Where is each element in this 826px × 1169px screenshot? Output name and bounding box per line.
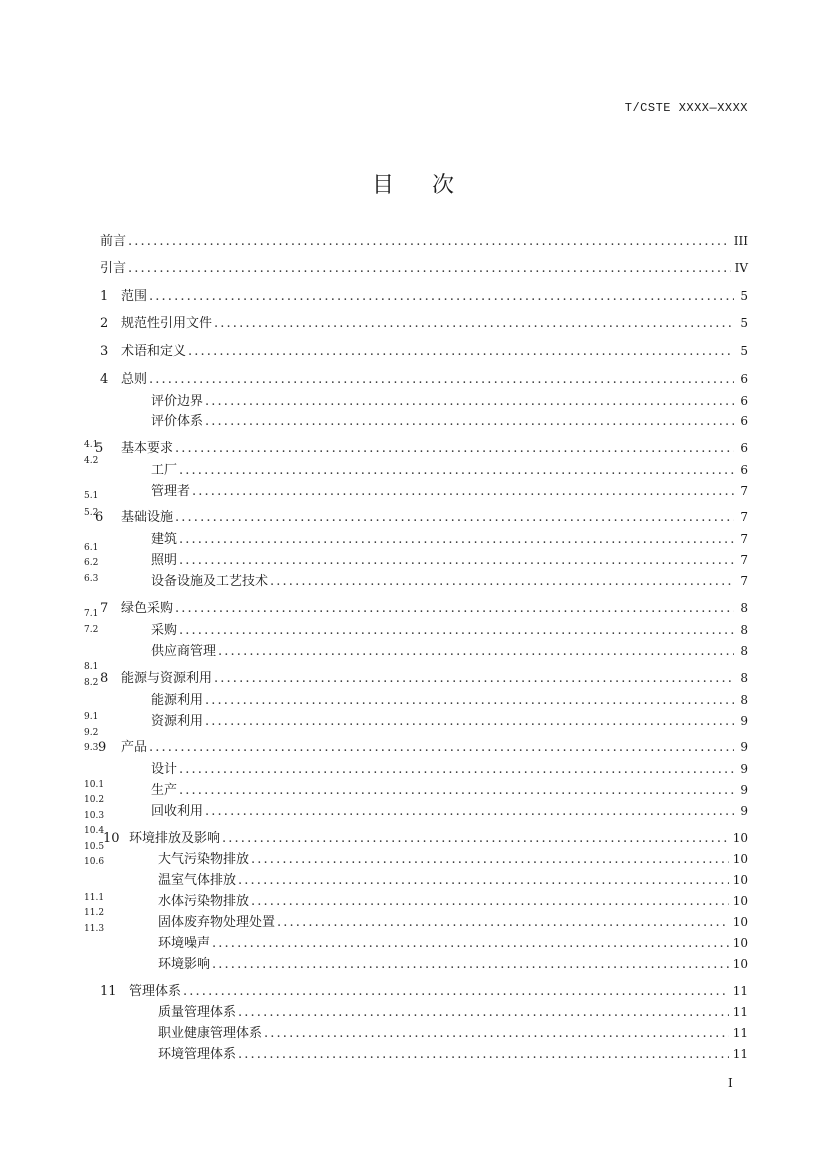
toc-leader-dots <box>277 915 729 930</box>
toc-entry-label: 供应商管理 <box>151 644 217 659</box>
toc-entry-page: 6 <box>740 441 748 455</box>
toc-entry-page: 7 <box>740 553 748 567</box>
toc-entry[interactable] <box>158 1001 748 1019</box>
toc-entry-label: 环境排放及影响 <box>129 831 221 846</box>
toc-entry-number: 6 <box>95 510 104 525</box>
toc-entry-page: 10 <box>732 936 748 950</box>
section-margin-label: 10.1 <box>84 780 105 790</box>
toc-entry-label: 大气污染物排放 <box>158 852 250 867</box>
section-margin-label: 8.1 <box>84 662 99 672</box>
toc-entry-label: 建筑 <box>151 532 178 547</box>
toc-leader-dots <box>238 1005 729 1020</box>
toc-entry-label: 照明 <box>151 553 178 568</box>
toc-entry-page: 9 <box>740 783 748 797</box>
section-margin-label: 10.6 <box>84 857 105 867</box>
toc-leader-dots <box>238 1047 729 1062</box>
toc-entry[interactable] <box>151 549 748 567</box>
toc-entry-page: IV <box>734 261 748 275</box>
section-margin-label: 6.3 <box>84 574 99 584</box>
toc-entry[interactable] <box>158 1022 748 1040</box>
toc-leader-dots <box>205 714 734 729</box>
toc-entry-label: 水体污染物排放 <box>158 894 250 909</box>
toc-entry-label: 绿色采购 <box>121 601 174 616</box>
toc-entry-page: 9 <box>740 714 748 728</box>
toc-leader-dots <box>149 289 734 304</box>
toc-entry[interactable] <box>151 410 748 428</box>
toc-leader-dots <box>179 623 734 638</box>
toc-leader-dots <box>264 1026 729 1041</box>
toc-entry[interactable] <box>158 911 748 929</box>
toc-entry[interactable] <box>151 640 748 658</box>
toc-leader-dots <box>222 831 729 846</box>
toc-entry[interactable] <box>100 368 748 386</box>
section-margin-label: 10.5 <box>84 842 105 852</box>
section-margin-label: 7.2 <box>84 625 99 635</box>
toc-leader-dots <box>205 414 734 429</box>
toc-entry-label: 能源与资源利用 <box>121 671 213 686</box>
toc-entry-page: 11 <box>732 1047 748 1061</box>
toc-entry-page: 5 <box>740 316 748 330</box>
section-margin-label: 5.2 <box>84 508 99 518</box>
toc-entry[interactable] <box>158 1043 748 1061</box>
section-margin-label: 5.1 <box>84 491 99 501</box>
toc-entry-page: 9 <box>740 740 748 754</box>
toc-entry-number: 7 <box>100 601 109 616</box>
toc-entry-label: 环境管理体系 <box>158 1047 237 1062</box>
toc-entry[interactable] <box>151 570 748 588</box>
toc-leader-dots <box>214 671 734 686</box>
toc-entry-number: 1 <box>100 289 109 304</box>
toc-entry-page: 8 <box>740 644 748 658</box>
toc-leader-dots <box>149 740 734 755</box>
toc-leader-dots <box>179 553 734 568</box>
toc-entry-page: 10 <box>732 873 748 887</box>
toc-leader-dots <box>188 344 734 359</box>
toc-entry[interactable] <box>158 848 748 866</box>
toc-entry-label: 环境噪声 <box>158 936 211 951</box>
toc-leader-dots <box>218 644 734 659</box>
toc-entry[interactable] <box>100 340 748 358</box>
toc-leader-dots <box>251 852 729 867</box>
toc-entry[interactable] <box>100 285 748 303</box>
toc-entry[interactable] <box>100 257 748 275</box>
section-margin-label: 9.3 <box>84 743 99 753</box>
toc-entry[interactable] <box>100 980 748 998</box>
toc-entry-label: 管理者 <box>151 484 191 499</box>
toc-entry-number: 5 <box>95 441 104 456</box>
toc-entry[interactable] <box>158 953 748 971</box>
toc-entry-label: 引言 <box>100 261 127 276</box>
toc-entry-label: 固体废弃物处理处置 <box>158 915 276 930</box>
toc-title: 目次 <box>371 173 492 198</box>
toc-leader-dots <box>205 394 734 409</box>
toc-entry[interactable] <box>151 800 748 818</box>
toc-leader-dots <box>192 484 734 499</box>
toc-entry-label: 术语和定义 <box>121 344 187 359</box>
toc-entry-label: 职业健康管理体系 <box>158 1026 263 1041</box>
toc-entry-label: 采购 <box>151 623 178 638</box>
toc-leader-dots <box>179 762 734 777</box>
toc-entry-label: 产品 <box>121 740 148 755</box>
toc-entry-number: 11 <box>100 984 117 999</box>
toc-entry-page: 11 <box>732 984 748 998</box>
section-margin-label: 6.2 <box>84 558 99 568</box>
toc-leader-dots <box>212 957 729 972</box>
toc-leader-dots <box>251 894 729 909</box>
section-margin-label: 11.2 <box>84 908 105 918</box>
toc-entry[interactable] <box>100 597 748 615</box>
toc-entry-page: 6 <box>740 394 748 408</box>
toc-entry-number: 4 <box>100 372 109 387</box>
toc-entry-page: 6 <box>740 414 748 428</box>
toc-entry[interactable] <box>158 869 748 887</box>
toc-leader-dots <box>183 984 729 999</box>
section-margin-label: 10.2 <box>84 795 105 805</box>
toc-entry-page: 7 <box>740 532 748 546</box>
toc-leader-dots <box>214 316 734 331</box>
toc-entry[interactable] <box>95 506 748 524</box>
toc-entry-label: 能源利用 <box>151 693 204 708</box>
toc-entry-page: 11 <box>732 1005 748 1019</box>
section-margin-label: 9.2 <box>84 728 99 738</box>
toc-leader-dots <box>205 804 734 819</box>
toc-entry[interactable] <box>158 890 748 908</box>
toc-entry[interactable] <box>100 230 748 248</box>
section-margin-label: 4.2 <box>84 456 99 466</box>
toc-entry-label: 前言 <box>100 234 127 249</box>
toc-entry-label: 温室气体排放 <box>158 873 237 888</box>
toc-entry-label: 设计 <box>151 762 178 777</box>
section-margin-label: 11.1 <box>84 893 105 903</box>
toc-entry[interactable] <box>151 619 748 637</box>
section-margin-label: 11.3 <box>84 924 105 934</box>
toc-entry-label: 生产 <box>151 783 178 798</box>
toc-leader-dots <box>238 873 729 888</box>
toc-entry[interactable] <box>98 736 748 754</box>
toc-entry-number: 2 <box>100 316 109 331</box>
toc-entry-label: 资源利用 <box>151 714 204 729</box>
toc-entry-page: 6 <box>740 372 748 386</box>
toc-entry-page: 6 <box>740 463 748 477</box>
toc-entry-page: 9 <box>740 804 748 818</box>
toc-leader-dots <box>128 234 730 249</box>
toc-entry[interactable] <box>151 689 748 707</box>
toc-leader-dots <box>175 441 734 456</box>
toc-entry-number: 10 <box>103 831 120 846</box>
toc-leader-dots <box>179 783 734 798</box>
toc-entry-label: 总则 <box>121 372 148 387</box>
section-margin-label: 10.4 <box>84 826 105 836</box>
toc-entry-label: 规范性引用文件 <box>121 316 213 331</box>
toc-entry-label: 评价边界 <box>151 394 204 409</box>
toc-entry-page: 7 <box>740 510 748 524</box>
section-margin-label: 9.1 <box>84 712 99 722</box>
toc-entry-page: 7 <box>740 574 748 588</box>
section-margin-label: 8.2 <box>84 678 99 688</box>
toc-entry-page: 9 <box>740 762 748 776</box>
toc-entry-page: 10 <box>732 915 748 929</box>
toc-entry-label: 回收利用 <box>151 804 204 819</box>
toc-entry[interactable] <box>151 528 748 546</box>
toc-entry[interactable] <box>151 779 748 797</box>
toc-entry-page: 8 <box>740 671 748 685</box>
toc-leader-dots <box>128 261 731 276</box>
toc-entry-label: 范围 <box>121 289 148 304</box>
toc-leader-dots <box>205 693 734 708</box>
toc-entry-page: 10 <box>732 957 748 971</box>
footer-page-number: I <box>728 1076 733 1090</box>
toc-entry-page: 10 <box>732 894 748 908</box>
toc-leader-dots <box>175 601 734 616</box>
section-margin-label: 6.1 <box>84 543 99 553</box>
toc-entry-page: III <box>733 234 748 248</box>
toc-entry-page: 10 <box>732 831 748 845</box>
toc-entry-label: 基础设施 <box>121 510 174 525</box>
toc-entry-page: 5 <box>740 344 748 358</box>
toc-entry[interactable] <box>151 390 748 408</box>
toc-entry-page: 5 <box>740 289 748 303</box>
toc-entry[interactable] <box>100 667 748 685</box>
toc-entry-label: 质量管理体系 <box>158 1005 237 1020</box>
toc-entry[interactable] <box>95 437 748 455</box>
toc-entry-label: 评价体系 <box>151 414 204 429</box>
toc-entry-label: 环境影响 <box>158 957 211 972</box>
section-margin-label: 4.1 <box>84 440 99 450</box>
toc-entry-page: 8 <box>740 623 748 637</box>
toc-entry[interactable] <box>103 827 748 845</box>
toc-entry-label: 设备设施及工艺技术 <box>151 574 269 589</box>
document-code: T/CSTE XXXX—XXXX <box>624 101 748 115</box>
toc-entry-label: 基本要求 <box>121 441 174 456</box>
section-margin-label: 10.3 <box>84 811 105 821</box>
toc-entry-page: 7 <box>740 484 748 498</box>
toc-entry-label: 管理体系 <box>129 984 182 999</box>
toc-entry-number: 3 <box>100 344 109 359</box>
toc-entry-number: 9 <box>98 740 107 755</box>
toc-entry[interactable] <box>151 710 748 728</box>
toc-entry-page: 8 <box>740 693 748 707</box>
section-margin-label: 7.1 <box>84 609 99 619</box>
toc-entry[interactable] <box>100 312 748 330</box>
toc-entry[interactable] <box>158 932 748 950</box>
toc-entry-page: 11 <box>732 1026 748 1040</box>
toc-leader-dots <box>179 463 734 478</box>
toc-entry-number: 8 <box>100 671 109 686</box>
toc-entry-page: 10 <box>732 852 748 866</box>
toc-entry[interactable] <box>151 758 748 776</box>
toc-leader-dots <box>270 574 734 589</box>
toc-entry[interactable] <box>151 480 748 498</box>
toc-entry-page: 8 <box>740 601 748 615</box>
toc-entry-label: 工厂 <box>151 463 178 478</box>
toc-entry[interactable] <box>151 459 748 477</box>
toc-leader-dots <box>175 510 734 525</box>
toc-leader-dots <box>149 372 734 387</box>
toc-leader-dots <box>212 936 729 951</box>
toc-leader-dots <box>179 532 734 547</box>
